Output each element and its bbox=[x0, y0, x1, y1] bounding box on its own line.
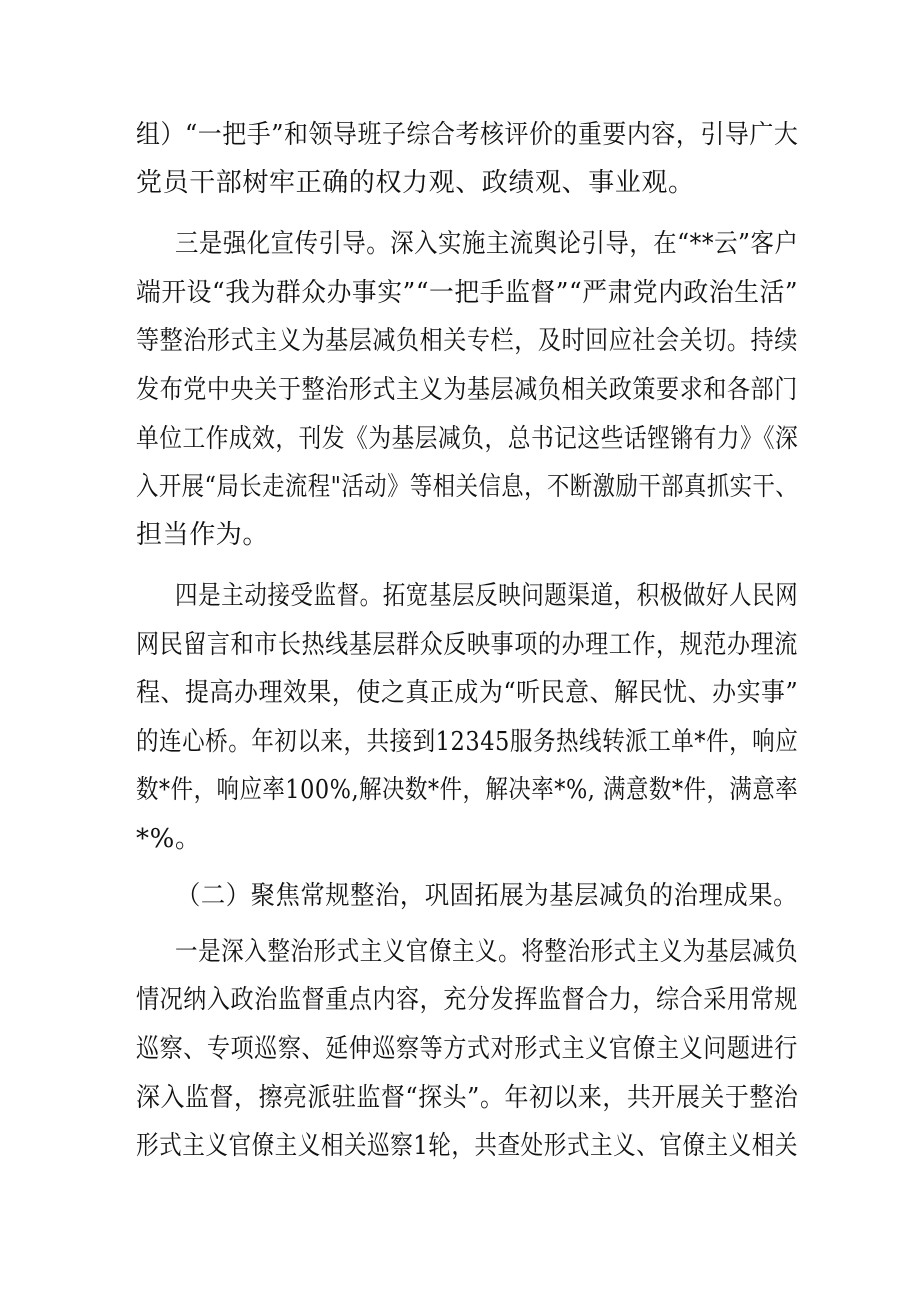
text-line: 发布党中央关于整治形式主义为基层减负相关政策要求和各部门 bbox=[136, 375, 798, 405]
text-line: 数*件，响应率100%,解决数*件，解决率*%, 满意数*件，满意率 bbox=[136, 775, 799, 805]
text-line: 组）“一把手”和领导班子综合考核评价的重要内容，引导广大 bbox=[136, 120, 799, 150]
section-heading: （二）聚焦常规整治，巩固拓展为基层减负的治理成果。 bbox=[176, 881, 798, 911]
text-line: 情况纳入政治监督重点内容，充分发挥监督合力，综合采用常规 bbox=[136, 985, 798, 1015]
text-line: 端开设“我为群众办事实”“一把手监督”“严肃党内政治生活” bbox=[136, 278, 799, 308]
paragraph-first-line: 一是深入整治形式主义官僚主义。将整治形式主义为基层减负 bbox=[175, 937, 799, 967]
text-line: 的连心桥。年初以来，共接到12345服务热线转派工单*件，响应 bbox=[136, 727, 799, 757]
text-line: *%。 bbox=[136, 824, 202, 854]
paragraph-first-line: 四是主动接受监督。拓宽基层反映问题渠道，积极做好人民网 bbox=[175, 581, 799, 611]
text-line: 等整治形式主义为基层减负相关专栏，及时回应社会关切。持续 bbox=[136, 326, 798, 356]
text-line: 深入监督，擦亮派驻监督“探头”。年初以来，共开展关于整治 bbox=[136, 1083, 799, 1113]
text-line: 担当作为。 bbox=[136, 520, 270, 550]
text-line: 形式主义官僚主义相关巡察1轮，共查处形式主义、官僚主义相关 bbox=[136, 1131, 798, 1161]
text-line: 单位工作成效，刊发《为基层减负，总书记这些话铿锵有力》《深 bbox=[136, 424, 799, 454]
text-line: 巡察、专项巡察、延伸巡察等方式对形式主义官僚主义问题进行 bbox=[136, 1034, 798, 1064]
text-line: 网民留言和市长热线基层群众反映事项的办理工作，规范办理流 bbox=[136, 630, 798, 660]
text-line: 党员干部树牢正确的权力观、政绩观、事业观。 bbox=[136, 168, 695, 198]
text-line: 入开展“局长走流程"活动》等相关信息，不断激励干部真抓实干、 bbox=[136, 472, 799, 502]
text-line: 程、提高办理效果，使之真正成为“听民意、解民忧、办实事” bbox=[136, 678, 799, 708]
paragraph-first-line: 三是强化宣传引导。深入实施主流舆论引导，在“**云”客户 bbox=[175, 229, 799, 259]
